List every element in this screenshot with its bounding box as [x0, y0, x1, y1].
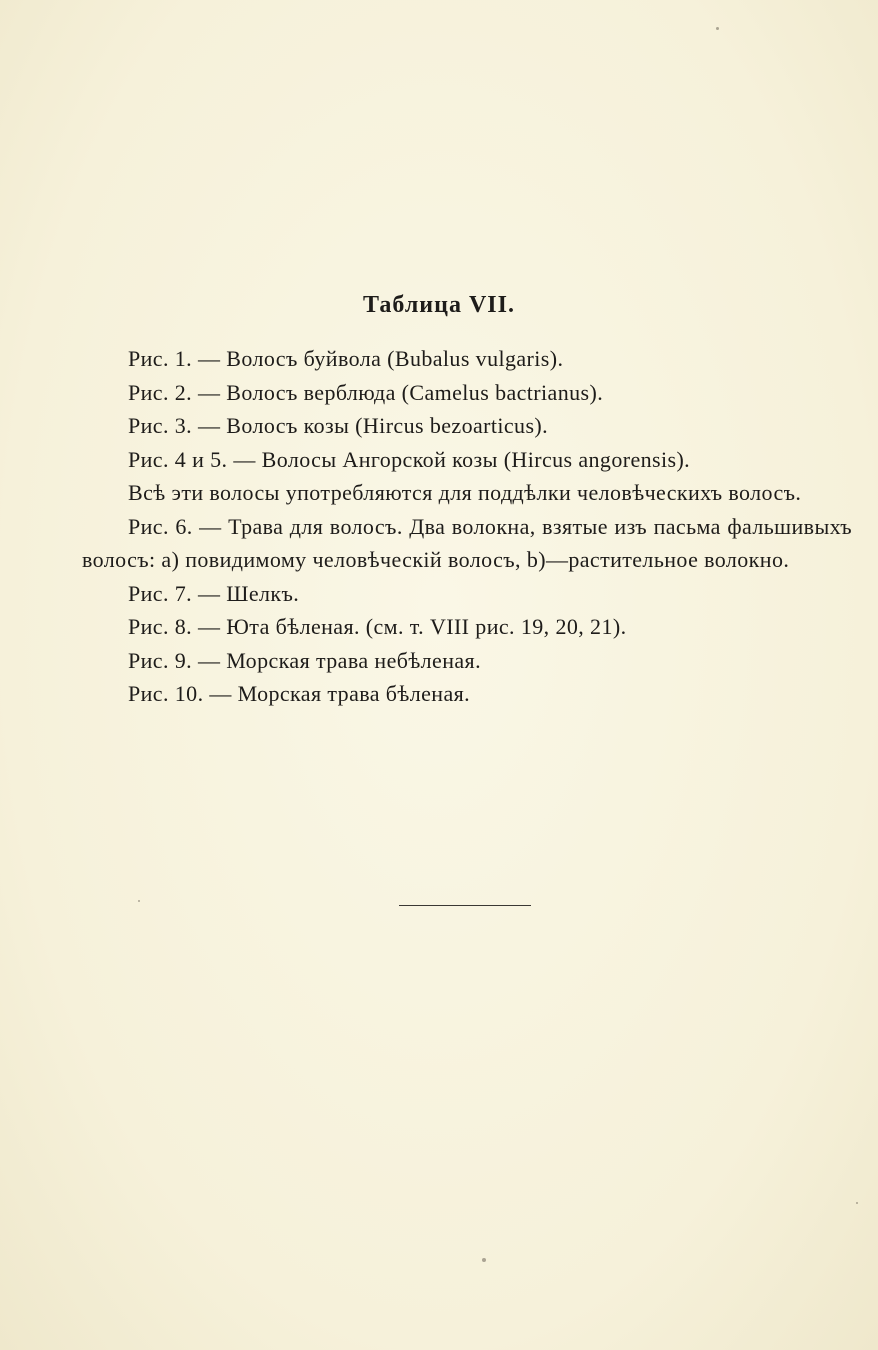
paper-speck — [482, 1258, 486, 1262]
caption-fig-2: Рис. 2. — Волосъ верблюда (Camelus bactrianus). — [128, 379, 604, 405]
caption-fig-10: Рис. 10. — Морская трава бѣленая. — [128, 681, 471, 706]
caption-fig-4-5: Рис. 4 и 5. — Волосы Ангорской козы (Hircus angorensis). — [128, 446, 691, 472]
caption-fig-8: Рис. 8. — Юта бѣленая. (см. т. VIII рис. 19, 20, 21). — [128, 614, 627, 639]
table-title: Таблица VII. — [363, 292, 515, 318]
caption-fig-3: Рис. 3. — Волосъ козы (Hircus bezoarticus). — [128, 413, 549, 438]
caption-fig-1: Рис. 1. — Волосъ буйвола (Bubalus vulgaris). — [128, 346, 564, 371]
paper-speck — [856, 1202, 858, 1204]
paper-speck — [716, 27, 719, 30]
section-divider-rule — [399, 905, 531, 906]
caption-note-imitation: Всѣ эти волосы употребляются для поддѣлки человѣческихъ волосъ. — [128, 480, 802, 505]
caption-fig-9: Рис. 9. — Морская трава небѣленая. — [128, 647, 481, 673]
caption-fig-6: Рис. 6. — Трава для волосъ. Два волокна, взятые изъ пасьма фальшивыхъ волосъ: a) повидимому человѣческій волосъ, b)—растительное волокно. — [82, 513, 852, 572]
figure-captions-list — [82, 342, 852, 711]
caption-fig-7: Рис. 7. — Шелкъ. — [128, 580, 300, 606]
paper-speck — [138, 900, 140, 902]
